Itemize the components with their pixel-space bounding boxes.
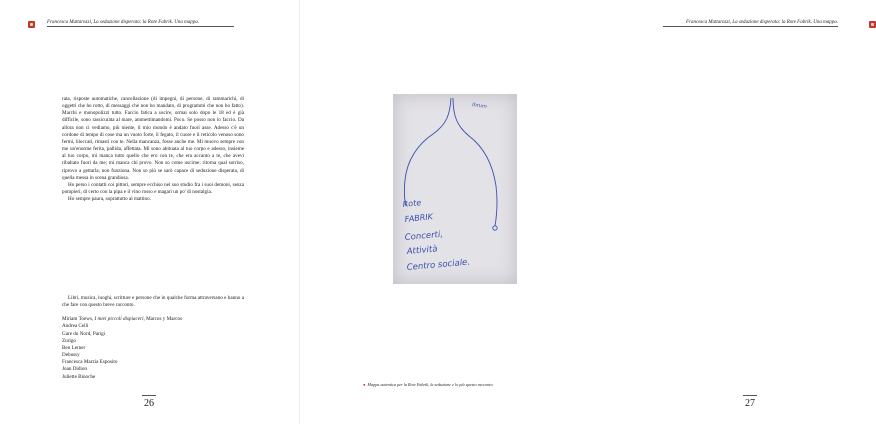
credit-item: Andrea Celli [62,323,89,330]
credit-item: Debussy [62,352,80,359]
bell-curve-right-line [453,98,497,226]
page-number-left: 26 [144,398,154,409]
caption-text: Mappa autentica per la Rote Fabrik, la seduzione e lo più questo racconto. [367,382,494,387]
credit-item: Joan Didion [62,366,87,373]
credit-item [62,316,244,323]
credit-author: Miriam Toews, [62,316,95,323]
handwriting-line: Centro sociale. [406,257,471,273]
top-scribble: Ihrum [471,102,488,111]
body-text [62,96,244,203]
paragraph: rata, risposte automatiche, cancellazione (di impegni, di persone, di rammarichi, di oggetti che ho rotto, di messaggi che non ho mandato, di programmi che non ho fatto). Marchi e monopolizzi tutto. Faccio fatica a uscire, ormai solo dopo le 18 ed è già difficile, sono rassicurata al mare, ammettimandomi. Poco. Se posso non lo faccio. Da allora non ci vediamo, più niente, il mio mondo è andato fuori asse. Adesso c'è un cordone di tempo di cose ma un vuoto forte, il fegato, il cuore e il reticolo venoso sono fermi, bloccati, rimasti con te. Nella mancanza, fosse anche me. Mi muovo sempre con me un'enorme ferita, pallida, affettata. Mi sono abituata al tuo corpo e adesso, insieme al tuo corpo, mi manca tutto quello che ero con te, che era accanto a te, che avevi ribaltato fuori da me; mi manca chi provo. Non so come uscirne; ritorna qual sorriso, riprovo a gettarla; non funziona. Non so più se sarò capace di seduzione disperata, di quella messa in scena grandiosa. [62,96,244,181]
caption-bullet-icon: ● [363,382,366,387]
handwritten-map-photo [393,94,517,284]
credit-publisher: , Marcos y Marcos [143,316,183,323]
credit-item: Juliette Binoche [62,373,96,380]
page-number-right: 27 [745,398,755,409]
corner-bookmark-icon [869,21,876,28]
running-head-right: Francesca Mattarozzi, La seduzione disperata: la Rote Fabrik. Una mappa. [663,20,838,27]
credit-item: Ben Lerner [62,344,86,351]
credit-item: Francesca Marzia Esposito [62,359,118,366]
handwritten-map-drawing [393,94,517,284]
credits-list [62,316,244,380]
credits-intro: Libri, musica, luoghi, scritture e persone che in qualche forma attraversano e hanno a che fare con questo breve racconto. [62,295,244,309]
credits-section [62,295,244,381]
handwriting-line: Attività [406,244,438,257]
credit-item: Zurigo [62,337,76,344]
bell-curve-left-line [404,98,451,206]
handwriting-line: Concerti, [404,229,444,243]
credit-item: Gare du Nord, Parigi [62,330,106,337]
credit-book-title: I miei piccoli dispiaceri [94,316,144,323]
corner-bookmark-icon [28,21,35,28]
running-head-left: Francesca Mattarozzi, La seduzione disperata: la Rote Fabrik. Una mappa. [47,20,234,27]
handwriting-line: FABRIK [404,212,434,224]
handwriting-line: Rote [402,198,422,209]
paragraph: Ho sempre paura, soprattutto al mattino. [68,196,151,203]
map-point-icon [493,226,497,230]
left-page [0,0,300,424]
paragraph: Ho perso i contatti coi pittori, sempre ecchiso nel suo studio fra i suoi demoni, senza pompieri, di certo con la pipa e il vino rosso e magari un po' di nostalgia. [62,181,244,196]
photo-caption [363,382,538,387]
page-number-rule [743,395,757,396]
page-number-rule [142,395,156,396]
